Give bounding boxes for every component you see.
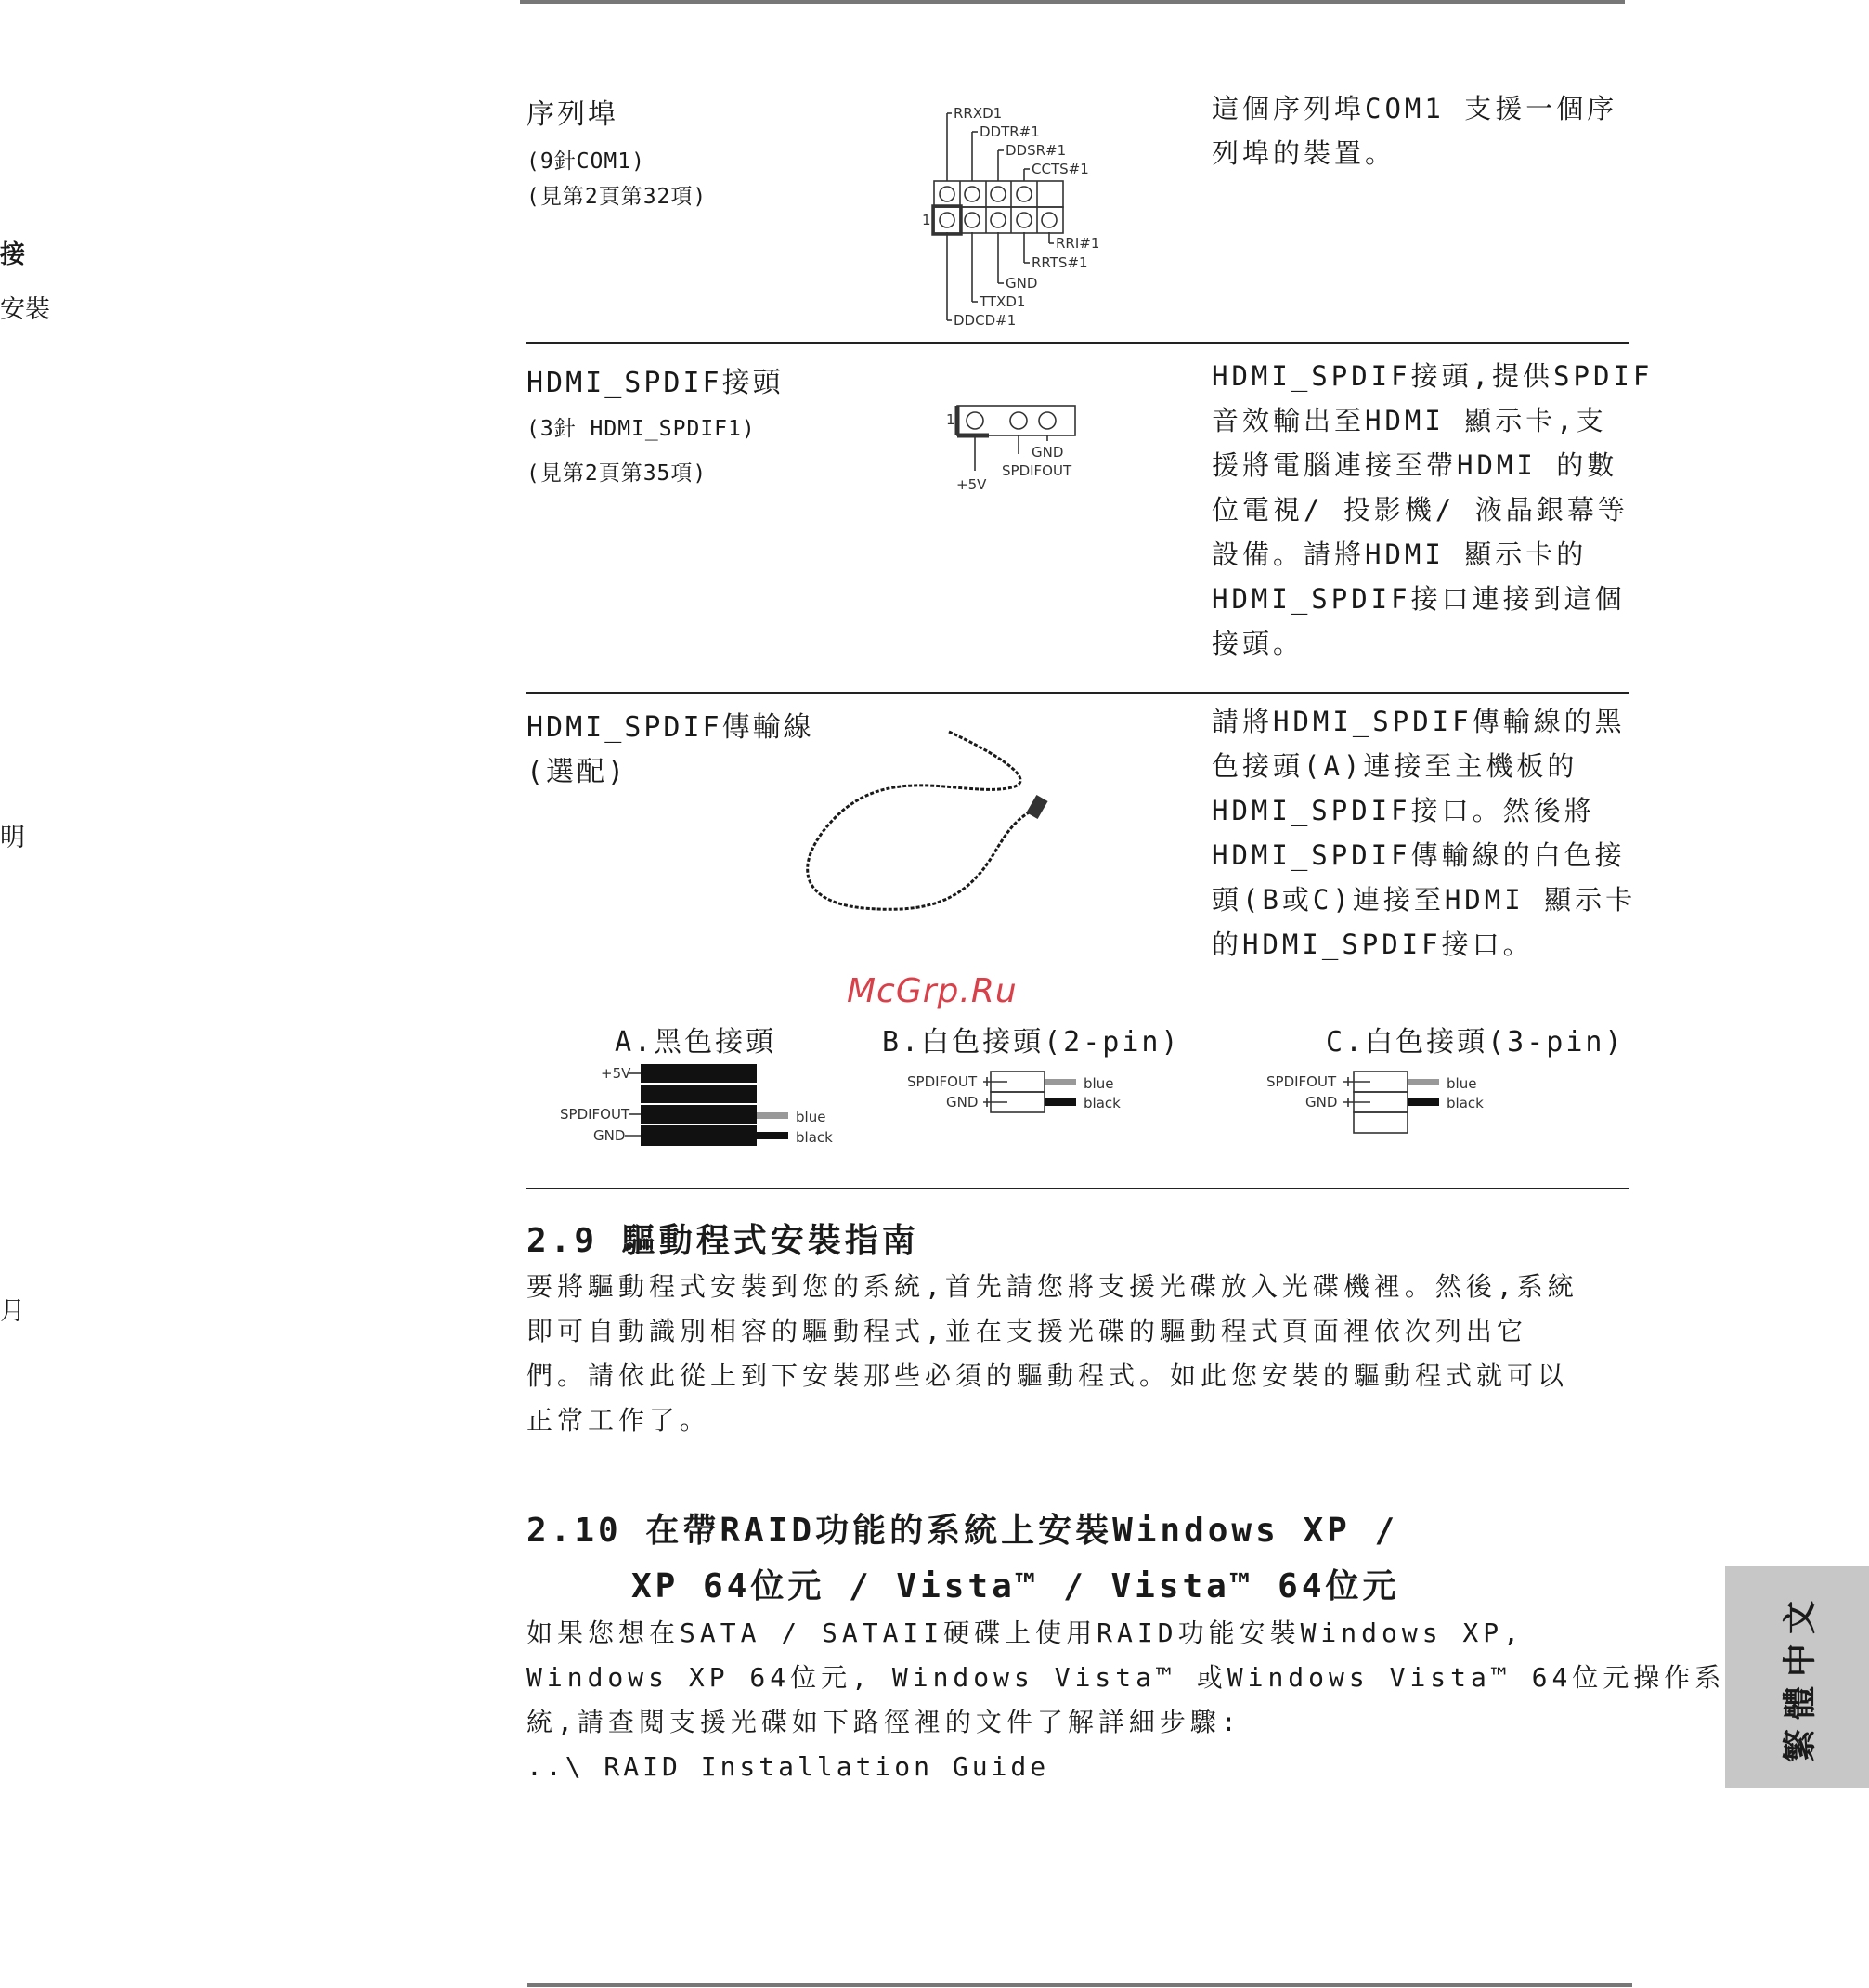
connector-c-diagram — [1265, 1066, 1506, 1140]
label-gnd: GND — [1305, 1094, 1338, 1111]
desc-line: 設備。請將HDMI 顯示卡的 — [1212, 539, 1588, 570]
desc-line: 援將電腦連接至帶HDMI 的數 — [1212, 449, 1618, 481]
margin-fragment: 月 — [0, 1297, 25, 1326]
label-gnd: GND — [946, 1094, 979, 1111]
para-line: 們。請依此從上到下安裝那些必須的驅動程式。如此您安裝的驅動程式就可以 — [526, 1360, 1569, 1391]
raid-guide-path: ..\ RAID Installation Guide — [526, 1751, 1050, 1782]
margin-fragment: 安裝 — [0, 295, 50, 324]
bottom-rule — [527, 1983, 1632, 1987]
connector-b-label: B.白色接頭(2-pin) — [882, 1026, 1181, 1059]
language-side-tab[interactable] — [1725, 1566, 1869, 1788]
desc-line: HDMI_SPDIF接口連接到這個 — [1212, 583, 1626, 615]
cable-illustration — [780, 715, 1077, 919]
connector-b-diagram — [905, 1066, 1147, 1122]
label-ddtr1: DDTR#1 — [980, 123, 1040, 140]
connector-c-label: C.白色接頭(3-pin) — [1326, 1026, 1625, 1059]
section-210-heading-line2: XP 64位元 / Vista™ / Vista™ 64位元 — [631, 1567, 1400, 1605]
label-gnd: GND — [1032, 444, 1064, 461]
hdmi-cable-subtitle: (選配) — [526, 756, 628, 788]
desc-line: 列埠的裝置。 — [1212, 137, 1396, 169]
para-line: 統,請查閱支援光碟如下路徑裡的文件了解詳細步驟: — [526, 1707, 1241, 1737]
label-blue: blue — [796, 1109, 826, 1125]
desc-line: 音效輸出至HDMI 顯示卡,支 — [1212, 405, 1607, 436]
para-line: 正常工作了。 — [526, 1405, 711, 1436]
hdmi-cable-title: HDMI_SPDIF傳輸線 — [526, 711, 814, 744]
label-ddsr1: DDSR#1 — [1006, 142, 1067, 159]
label-rri1: RRI#1 — [1056, 235, 1100, 252]
hdmi-header-title: HDMI_SPDIF接頭 — [526, 367, 784, 399]
para-line: 即可自動識別相容的驅動程式,並在支援光碟的驅動程式頁面裡依次列出它 — [526, 1316, 1527, 1346]
label-spdifout: SPDIFOUT — [907, 1073, 978, 1090]
label-blue: blue — [1447, 1075, 1477, 1092]
margin-fragment: 接 — [0, 240, 25, 269]
hdmi-header-pins: (3針 HDMI_SPDIF1) — [526, 417, 756, 441]
desc-line: HDMI_SPDIF接頭,提供SPDIF — [1212, 360, 1654, 392]
label-plus5v: +5V — [956, 476, 987, 493]
hdmi-header-ref: (見第2頁第35項) — [526, 461, 707, 486]
serial-pins: (9針COM1) — [526, 149, 645, 174]
top-rule — [520, 0, 1625, 4]
label-gnd: GND — [1006, 275, 1038, 292]
label-ddcd1: DDCD#1 — [954, 312, 1017, 329]
label-spdifout: SPDIFOUT — [1266, 1073, 1337, 1090]
para-line: Windows XP 64位元, Windows Vista™ 或Windows Vista™ 64位元操作系 — [526, 1662, 1726, 1693]
desc-line: HDMI_SPDIF傳輸線的白色接 — [1212, 839, 1626, 871]
para-line: 如果您想在SATA / SATAII硬碟上使用RAID功能安裝Windows XP, — [526, 1618, 1525, 1648]
label-spdifout: SPDIFOUT — [1002, 462, 1072, 479]
hdmi-cable-description — [1212, 699, 1636, 967]
serial-title: 序列埠 — [526, 98, 618, 131]
label-black: black — [1084, 1095, 1121, 1111]
margin-fragment: 明 — [0, 824, 25, 852]
serial-ref: (見第2頁第32項) — [526, 185, 707, 209]
label-plus5v: +5V — [601, 1065, 631, 1082]
desc-line: 請將HDMI_SPDIF傳輸線的黑 — [1212, 706, 1626, 737]
para-line: 要將驅動程式安裝到您的系統,首先請您將支援光碟放入光碟機裡。然後,系統 — [526, 1271, 1578, 1302]
desc-line: 色接頭(A)連接至主機板的 — [1212, 750, 1578, 782]
section-210-paragraph — [526, 1611, 1725, 1789]
label-rrxd1: RRXD1 — [954, 105, 1003, 122]
watermark: McGrp.Ru — [847, 972, 1018, 1010]
label-pin1: 1 — [922, 212, 931, 228]
label-pin1: 1 — [946, 411, 955, 428]
divider-cable — [526, 1188, 1629, 1189]
label-rrts1: RRTS#1 — [1032, 254, 1088, 271]
hdmi-header-pin-diagram — [942, 395, 1100, 497]
connector-a-label: A.黑色接頭 — [615, 1026, 777, 1059]
section-29-paragraph — [526, 1265, 1578, 1443]
label-blue: blue — [1084, 1075, 1114, 1092]
desc-line: 這個序列埠COM1 支援一個序 — [1212, 93, 1618, 124]
section-29-heading: 2.9 驅動程式安裝指南 — [526, 1222, 919, 1260]
desc-line: 接頭。 — [1212, 628, 1304, 659]
desc-line: 位電視/ 投影機/ 液晶銀幕等 — [1212, 494, 1629, 526]
serial-pin-diagram — [915, 102, 1110, 334]
label-black: black — [1447, 1095, 1484, 1111]
divider-serial — [526, 342, 1629, 344]
hdmi-header-description — [1212, 354, 1653, 666]
desc-line: 頭(B或C)連接至HDMI 顯示卡 — [1212, 884, 1637, 916]
label-gnd: GND — [593, 1127, 626, 1144]
side-tab-label: 繁體中文 — [1780, 1591, 1819, 1763]
connector-a-diagram — [552, 1060, 850, 1149]
serial-description — [1212, 86, 1617, 175]
section-210-heading: 2.10 在帶RAID功能的系統上安裝Windows XP / — [526, 1512, 1399, 1550]
label-spdifout: SPDIFOUT — [560, 1106, 630, 1123]
label-ccts1: CCTS#1 — [1032, 161, 1089, 177]
desc-line: 的HDMI_SPDIF接口。 — [1212, 929, 1534, 960]
label-black: black — [796, 1129, 833, 1146]
label-ttxd1: TTXD1 — [980, 293, 1026, 310]
divider-hdmi-header — [526, 692, 1629, 694]
desc-line: HDMI_SPDIF接口。然後將 — [1212, 795, 1595, 826]
